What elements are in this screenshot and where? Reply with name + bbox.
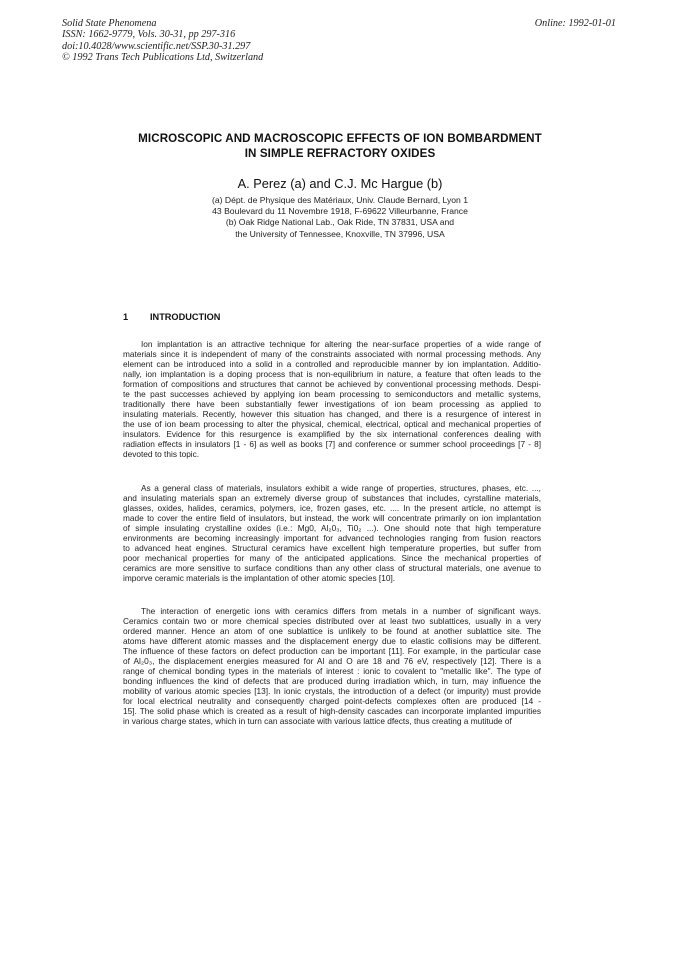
affiliation-line: (b) Oak Ridge National Lab., Oak Ride, TN 37831, USA and [225,217,455,228]
text-line: for local electrical neutrality and consequently charged point-defects complexes often are produced [14 - [123,696,541,706]
text-line: 15]. The solid phase which is created as a result of high-density cascades can incorporate implanted impurities [123,706,541,716]
title-line-2: IN SIMPLE REFRACTORY OXIDES [244,147,436,160]
text-line: materials since it is independent of many of the constraints associated with normal processing methods. Any [123,349,541,359]
affiliation-line: the University of Tennessee, Knoxville, TN 37996, USA [235,228,445,239]
paragraph-3 [123,606,541,726]
online-date: Online: 1992-01-01 [534,18,616,29]
text-line: atoms have different atomic masses and the displacement energy due to elastic collisions may be different. [123,636,541,646]
text-line: The interaction of energetic ions with ceramics differs from metals in a number of significant ways. [141,606,541,616]
section-title: INTRODUCTION [150,312,221,322]
text-line: As a general class of materials, insulators exhibit a wide range of properties, structures, phases, etc. ..., [141,483,541,493]
text-line: glasses, oxides, halides, ceramics, polymers, ice, frozen gases, etc. .... In the present article, no attempt is [123,503,541,513]
text-line: element can be introduced into a solid in a controlled and reproducible manner by ion implantation. Additio- [123,359,541,369]
text-line: bonding influences the kind of defects that are produced during irradiation which, in turn, may influence the [123,676,541,686]
affiliation-line: (a) Dépt. de Physique des Matériaux, Univ. Claude Bernard, Lyon 1 [211,195,469,205]
text-line: of Al₂0₃, the displacement energies measured for Al and O are 18 and 76 eV, respectively [12]. There is a [123,656,541,666]
text-line: mobility of various atomic species [13]. In ionic crystals, the introduction of a defect (or impurity) must provide [123,686,541,696]
title-line-1: MICROSCOPIC AND MACROSCOPIC EFFECTS OF ION BOMBARDMENT [138,132,542,145]
text-line: range of chemical bonding types in the materials of interest : ionic to covalent to "metallic like". The type of [123,666,541,676]
text-line: poor mechanical properties for many of the anticipated applications. Since the mechanical properties of [123,553,541,563]
text-line: devoted to this topic. [123,449,200,459]
section-number: 1 [123,312,129,322]
text-line: and insulating materials span an extremely diverse group of substances that includes, cyrstalline materials, [123,493,541,503]
text-line: made to cover the entire field of insulators, but instead, the work will concentrate primarily on ion implantation [123,513,541,523]
text-line: Ceramics contain two or more chemical species distributed over at least two sublattices, usually in a very [123,616,541,626]
text-line: in various charge states, which in turn can associate with various lattice dfects, thus creating a mutitude of [123,716,512,726]
affiliations [80,195,600,240]
journal-name: Solid State Phenomena [62,18,157,29]
text-line: of simple insulating crystalline oxides (i.e.: Mg0, Al₂0₃, Ti0₂ ...). One should note that high temperature [123,523,541,533]
issn-line: ISSN: 1662-9779, Vols. 30-31, pp 297-316 [62,29,236,41]
text-line: traditionally there have been substantially fewer investigations of ion beam processing as applied to [123,399,541,409]
paper-title [80,131,600,161]
journal-header [62,18,263,64]
text-line: the use of ion beam processing to alter the physical, chemical, electrical, optical and mechanical properties of [123,419,541,429]
text-line: insulators. Evidence for this resurgence is examplified by the six international conferences dealing with [123,429,541,439]
doi-link[interactable]: doi:10.4028/www.scientific.net/SSP.30-31.297 [62,40,251,52]
text-line: The influence of these factors on defect production can be important [11]. For example, in the particular case [123,646,541,656]
text-line: formation of compositions and structures that cannot be achieved by conventional processing methods. Despi- [123,379,541,389]
paragraph-1 [123,339,541,459]
text-line: environments are becoming increasingly important for advanced technologies ranging from fusion reactors [123,533,541,543]
text-line: te the past successes achieved by applying ion beam processing to semiconductors and metallic systems, [123,389,541,399]
paragraph-2 [123,483,541,583]
text-line: imporve ceramic materials is the implantation of other atomic species [10]. [123,573,396,583]
text-line: ceramics are more sensitive to surface conditions than any other class of structural materials, one avenue to [123,563,541,573]
text-line: Ion implantation is an attractive technique for altering the near-surface properties of a wide range of [141,339,541,349]
copyright-line: © 1992 Trans Tech Publications Ltd, Switzerland [62,52,264,64]
text-line: insulating materials. Recently, however this situation has changed, and there is a resurgence of interest in [123,409,541,419]
authors: A. Perez (a) and C.J. Mc Hargue (b) [237,176,443,191]
text-line: to advanced heat engines. Structural ceramics have excellent high temperature properties, but suffer from [123,543,541,553]
text-line: ordered manner. Hence an atom of one sublattice is unlikely to be found at another sublattice site. The [123,626,541,636]
section-heading [123,312,220,322]
affiliation-line: 43 Boulevard du 11 Novembre 1918, F-69622 Villeurbanne, France [212,206,468,217]
text-line: nally, ion implantation is a doping process that is non-equilibrium in nature, a feature that often leads to the [123,369,541,379]
text-line: radiation effects in insulators [1 - 6] as well as books [7] and conference or summer school proceedings [7 - 8] [123,439,541,449]
